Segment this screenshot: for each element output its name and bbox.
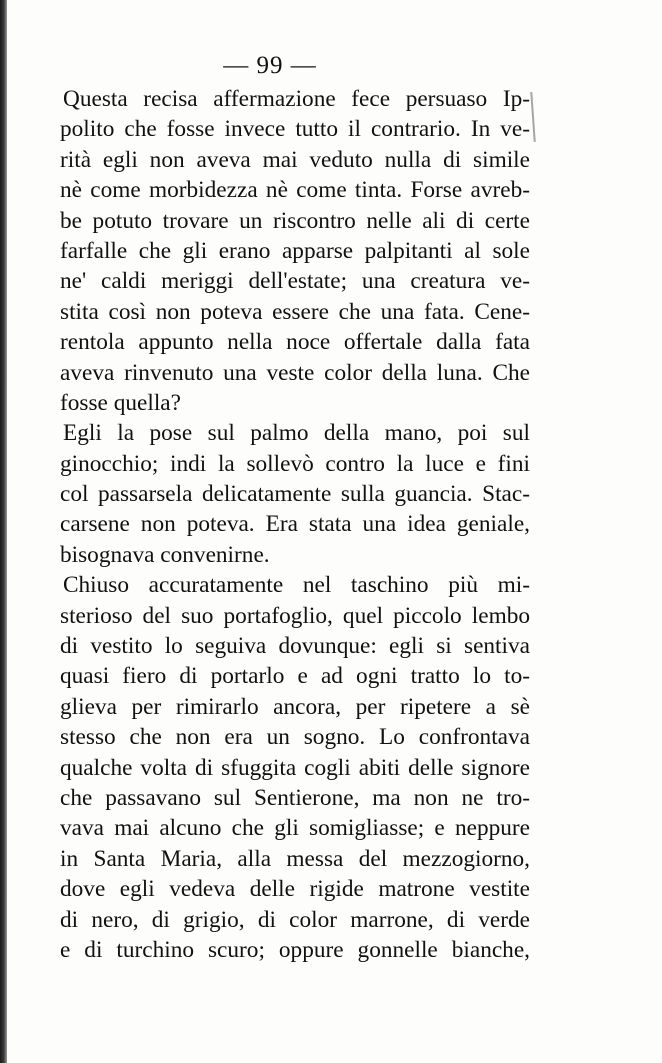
text-line: che passavano sul Sentierone, ma non ne tro- [60,784,530,811]
text-line: vava mai alcuno che gli somigliasse; e neppure [60,815,530,842]
text-line: col passarsela delicatamente sulla guancia. Stac- [60,481,530,508]
text-line: fosse quella? [60,389,181,416]
text-line: in Santa Maria, alla messa del mezzogiorno, [60,845,530,872]
text-line: di vestito lo seguiva dovunque: egli si sentiva [60,633,530,660]
text-line: rità egli non aveva mai veduto nulla di simile [60,146,530,173]
text-line: Questa recisa affermazione fece persuaso Ip- [63,86,530,112]
text-line: nè come morbidezza nè come tinta. Forse avreb- [60,177,530,204]
text-line: qualche volta di sfuggita cogli abiti delle signore [60,754,530,781]
text-line: dove egli vedeva delle rigide matrone vestite [60,876,530,903]
text-line: quasi fiero di portarlo e ad ogni tratto lo to- [60,663,530,690]
text-line: Chiuso accuratamente nel taschino più mi- [63,572,530,599]
body-text [60,84,530,965]
text-line: rentola appunto nella noce offertale dalla fata [60,329,530,356]
text-line: ne' caldi meriggi dell'estate; una creatura ve- [60,268,530,295]
text-line: farfalle che gli erano apparse palpitanti al sole [60,237,530,264]
text-line: sterioso del suo portafoglio, quel piccolo lembo [60,602,530,629]
text-line: e di turchino scuro; oppure gonnelle bianche, [60,936,530,963]
text-line: di nero, di grigio, di color marrone, di verde [60,906,530,933]
binding-edge [0,0,7,1063]
text-line: polito che fosse invece tutto il contrario. In ve- [60,116,530,143]
text-line: ginocchio; indi la sollevò contro la luce e fini [60,450,530,477]
text-line: glieva per rimirarlo ancora, per ripetere a sè [60,693,530,720]
text-line: Egli la pose sul palmo della mano, poi sul [63,420,530,447]
text-line: be potuto trovare un riscontro nelle ali di certe [60,207,530,234]
margin-mark [530,92,535,142]
page-number: — 99 — [223,52,317,79]
text-line: carsene non poteva. Era stata una idea geniale, [60,511,530,538]
text-line: bisognava convenirne. [60,541,270,568]
text-line: stesso che non era un sogno. Lo confrontava [60,724,530,751]
text-line: stita così non poteva essere che una fata. Cene- [60,298,530,325]
text-line: aveva rinvenuto una veste color della luna. Che [60,359,530,386]
